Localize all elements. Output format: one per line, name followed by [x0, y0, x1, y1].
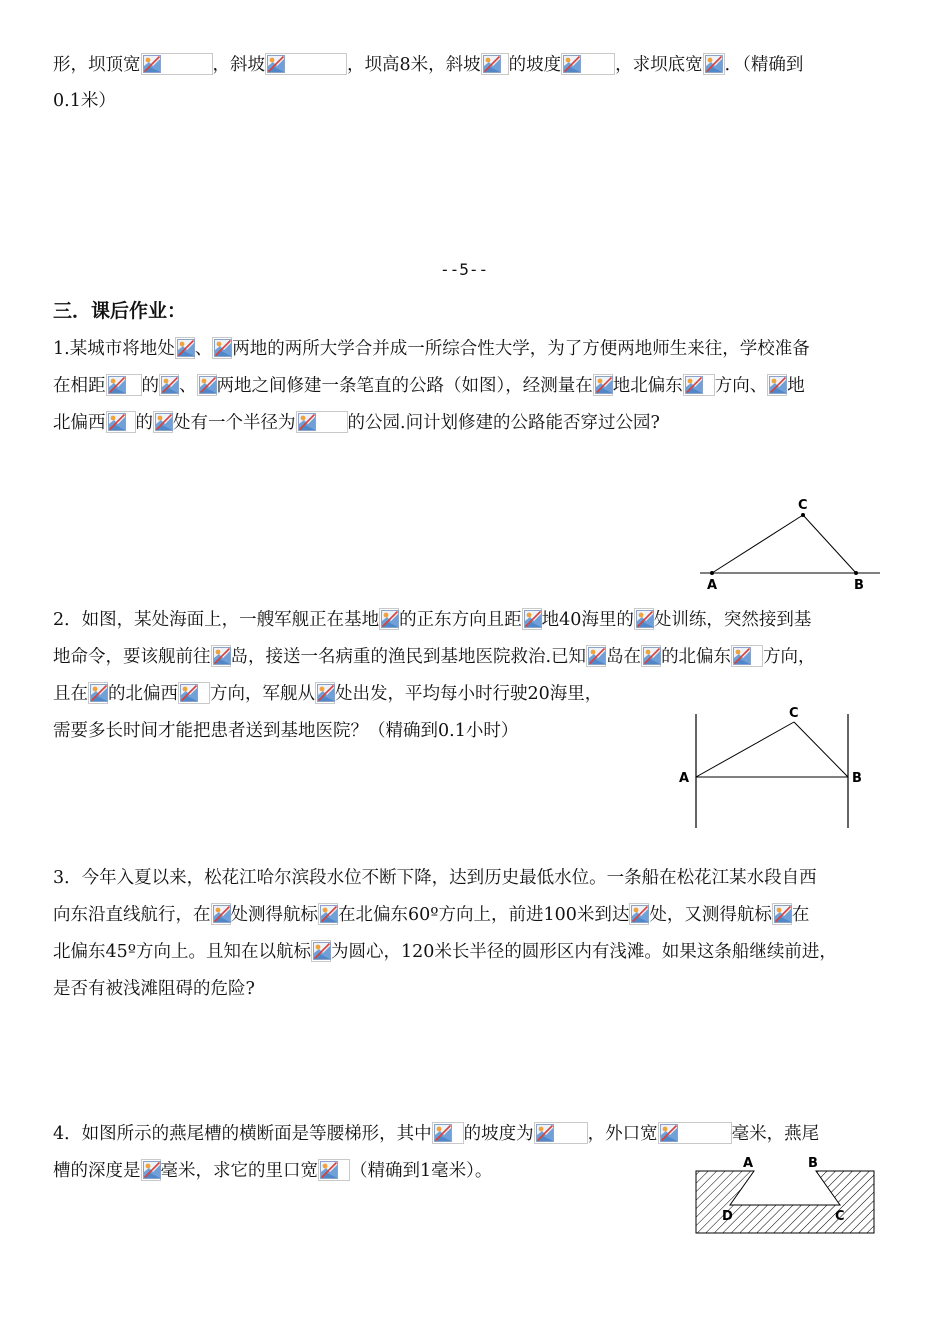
broken-image-icon [631, 905, 649, 923]
text-segment: 两地的两所大学合并成一所综合性大学，为了方便两地师生来往，学校准备 [232, 339, 810, 359]
text-segment: 4．如图所示的燕尾槽的横断面是等腰梯形，其中 [53, 1124, 432, 1144]
broken-image-icon [536, 1124, 554, 1142]
text-segment: 的北偏东 [661, 647, 732, 667]
text-segment: 的北偏西 [108, 684, 178, 704]
broken-image-placeholder [703, 53, 725, 75]
broken-image-placeholder [178, 682, 210, 704]
label-c: C [835, 1209, 845, 1224]
broken-image-icon [685, 376, 703, 394]
text-segment: 方向、 [714, 376, 768, 396]
broken-image-icon [320, 905, 338, 923]
broken-image-placeholder [296, 411, 348, 433]
label-a: A [743, 1156, 754, 1171]
broken-image-icon [660, 1124, 678, 1142]
q4-line-2 [53, 1159, 492, 1183]
broken-image-icon [381, 610, 399, 628]
broken-image-icon [161, 376, 179, 394]
segment-ac [712, 515, 803, 573]
broken-image-icon [434, 1124, 452, 1142]
broken-image-icon [320, 1161, 338, 1179]
page-number: --5-- [440, 260, 489, 279]
broken-image-icon [524, 610, 542, 628]
label-b: B [808, 1156, 818, 1171]
text-segment: 1.某城市将地处 [53, 339, 175, 359]
broken-image-placeholder [159, 374, 179, 396]
text-segment: 处出发，平均每小时行驶20海里， [335, 684, 603, 704]
broken-image-icon [108, 376, 126, 394]
broken-image-icon [213, 905, 231, 923]
text-segment: 在北偏东60º方向上，前进100米到达 [338, 905, 630, 925]
top-paragraph-line-1 [53, 53, 803, 77]
text-segment: 的 [141, 376, 159, 396]
point-b [854, 571, 858, 575]
text-segment: 地40海里的 [541, 610, 634, 630]
text-segment: 2．如图，某处海面上，一艘军舰正在基地 [53, 610, 380, 630]
broken-image-placeholder [106, 374, 142, 396]
broken-image-placeholder [731, 645, 763, 667]
top-paragraph-line-2: 0.1米） [53, 91, 116, 111]
text-segment: 地命令，要该舰前往 [53, 647, 211, 667]
q1-line-2 [53, 374, 805, 398]
text-segment: 为圆心，120米长半径的圆形区内有浅滩。如果这条船继续前进， [331, 942, 837, 962]
broken-image-icon [199, 376, 217, 394]
text-segment: 且在 [53, 684, 88, 704]
text-segment: 形，坝顶宽 [53, 55, 141, 75]
text-segment: 地北偏东 [612, 376, 683, 396]
text-segment: ，外口宽 [587, 1124, 658, 1144]
broken-image-icon [769, 376, 787, 394]
text-segment: 处训练，突然接到基 [653, 610, 812, 630]
text-segment: 北偏东45º方向上。且知在以航标 [53, 942, 311, 962]
label-b: B [852, 771, 862, 786]
q1-line-1 [53, 337, 810, 361]
broken-image-placeholder [175, 337, 195, 359]
text-segment: 的公园.问计划修建的公路能否穿过公园? [347, 413, 660, 433]
point-c [801, 513, 805, 517]
broken-image-placeholder [106, 411, 136, 433]
broken-image-icon [595, 376, 613, 394]
broken-image-icon [214, 339, 232, 357]
broken-image-icon [155, 413, 173, 431]
broken-image-icon [705, 55, 723, 73]
broken-image-icon [733, 647, 751, 665]
label-d: D [722, 1209, 733, 1224]
text-segment: 处有一个半径为 [173, 413, 296, 433]
text-segment: 的坡度为 [463, 1124, 534, 1144]
broken-image-placeholder [212, 337, 232, 359]
broken-image-placeholder [379, 608, 399, 630]
broken-image-placeholder [586, 645, 606, 667]
broken-image-icon [143, 1161, 161, 1179]
q2-line-2 [53, 645, 816, 669]
text-segment: 、 [179, 376, 197, 396]
point-a [710, 571, 714, 575]
broken-image-placeholder [211, 645, 231, 667]
section-heading: 三．课后作业： [53, 300, 187, 322]
text-segment: 毫米，燕尾 [731, 1124, 820, 1144]
broken-image-placeholder [265, 53, 347, 75]
text-segment: 两地之间修建一条笔直的公路（如图），经测量在 [216, 376, 593, 396]
broken-image-icon [636, 610, 654, 628]
text-segment: 处，又测得航标 [649, 905, 772, 925]
broken-image-placeholder [311, 940, 331, 962]
text-segment: 地 [787, 376, 805, 396]
broken-image-icon [267, 55, 285, 73]
text-segment: 方向， [763, 647, 816, 667]
broken-image-placeholder [522, 608, 542, 630]
broken-image-placeholder [634, 608, 654, 630]
broken-image-icon [90, 684, 108, 702]
broken-image-placeholder [318, 903, 338, 925]
broken-image-placeholder [141, 1159, 161, 1181]
segment-ac [696, 722, 794, 777]
q3-line-1: 3．今年入夏以来，松花江哈尔滨段水位不断下降，达到历史最低水位。一条船在松花江某水段自西 [53, 868, 817, 888]
text-segment: ，求坝底宽 [615, 55, 703, 75]
broken-image-icon [563, 55, 581, 73]
segment-cb [794, 722, 848, 777]
broken-image-icon [643, 647, 661, 665]
broken-image-placeholder [432, 1122, 464, 1144]
text-segment: ，斜坡 [212, 55, 265, 75]
broken-image-placeholder [153, 411, 173, 433]
broken-image-icon [298, 413, 316, 431]
text-segment: 在 [791, 905, 810, 925]
text-segment: 处测得航标 [230, 905, 318, 925]
text-segment: 岛在 [606, 647, 642, 667]
text-segment: 在相距 [53, 376, 106, 396]
label-c: C [798, 498, 808, 513]
label-b: B [854, 578, 864, 593]
label-c: C [789, 706, 799, 721]
text-segment: （精确到1毫米）。 [350, 1161, 493, 1181]
broken-image-icon [317, 684, 335, 702]
q3-line-4: 是否有被浅滩阻碍的危险? [53, 979, 255, 999]
broken-image-icon [588, 647, 606, 665]
text-segment: 向东沿直线航行，在 [53, 905, 211, 925]
broken-image-placeholder [658, 1122, 732, 1144]
text-segment: 槽的深度是 [53, 1161, 141, 1181]
broken-image-placeholder [315, 682, 335, 704]
broken-image-placeholder [534, 1122, 588, 1144]
label-a: A [679, 771, 690, 786]
q1-line-3 [53, 411, 660, 435]
broken-image-placeholder [767, 374, 787, 396]
broken-image-icon [180, 684, 198, 702]
broken-image-placeholder [593, 374, 613, 396]
segment-cb [803, 515, 856, 573]
broken-image-placeholder [683, 374, 715, 396]
text-segment: 的正东方向且距 [399, 610, 522, 630]
broken-image-placeholder [197, 374, 217, 396]
figure-dovetail-groove [690, 1155, 880, 1237]
q4-line-1 [53, 1122, 819, 1146]
label-a: A [707, 578, 718, 593]
text-segment: 的坡度 [508, 55, 562, 75]
broken-image-placeholder [641, 645, 661, 667]
text-segment: 方向，军舰从 [210, 684, 315, 704]
broken-image-icon [313, 942, 331, 960]
q3-line-3 [53, 940, 837, 964]
text-segment: 毫米，求它的里口宽 [160, 1161, 318, 1181]
broken-image-placeholder [318, 1159, 350, 1181]
broken-image-placeholder [772, 903, 792, 925]
text-segment: 岛，接送一名病重的渔民到基地医院救治.已知 [230, 647, 587, 667]
broken-image-placeholder [141, 53, 213, 75]
broken-image-icon [774, 905, 792, 923]
broken-image-placeholder [629, 903, 649, 925]
broken-image-icon [177, 339, 195, 357]
broken-image-icon [108, 413, 126, 431]
text-segment: 、 [194, 339, 213, 359]
broken-image-icon [483, 55, 501, 73]
text-segment: 北偏西 [53, 413, 106, 433]
broken-image-placeholder [561, 53, 615, 75]
broken-image-placeholder [88, 682, 108, 704]
q3-line-2 [53, 903, 809, 927]
q2-line-4: 需要多长时间才能把患者送到基地医院？（精确到0.1小时） [53, 721, 519, 741]
q2-line-3 [53, 682, 602, 706]
broken-image-placeholder [481, 53, 509, 75]
broken-image-placeholder [211, 903, 231, 925]
q2-line-1 [53, 608, 811, 632]
figure-sea-base [676, 700, 866, 830]
text-segment: ，坝高8米，斜坡 [347, 55, 481, 75]
figure-triangle-abc [690, 495, 890, 593]
broken-image-icon [143, 55, 161, 73]
text-segment: ．（精确到 [724, 55, 804, 75]
text-segment: 的 [135, 413, 153, 433]
broken-image-icon [213, 647, 231, 665]
